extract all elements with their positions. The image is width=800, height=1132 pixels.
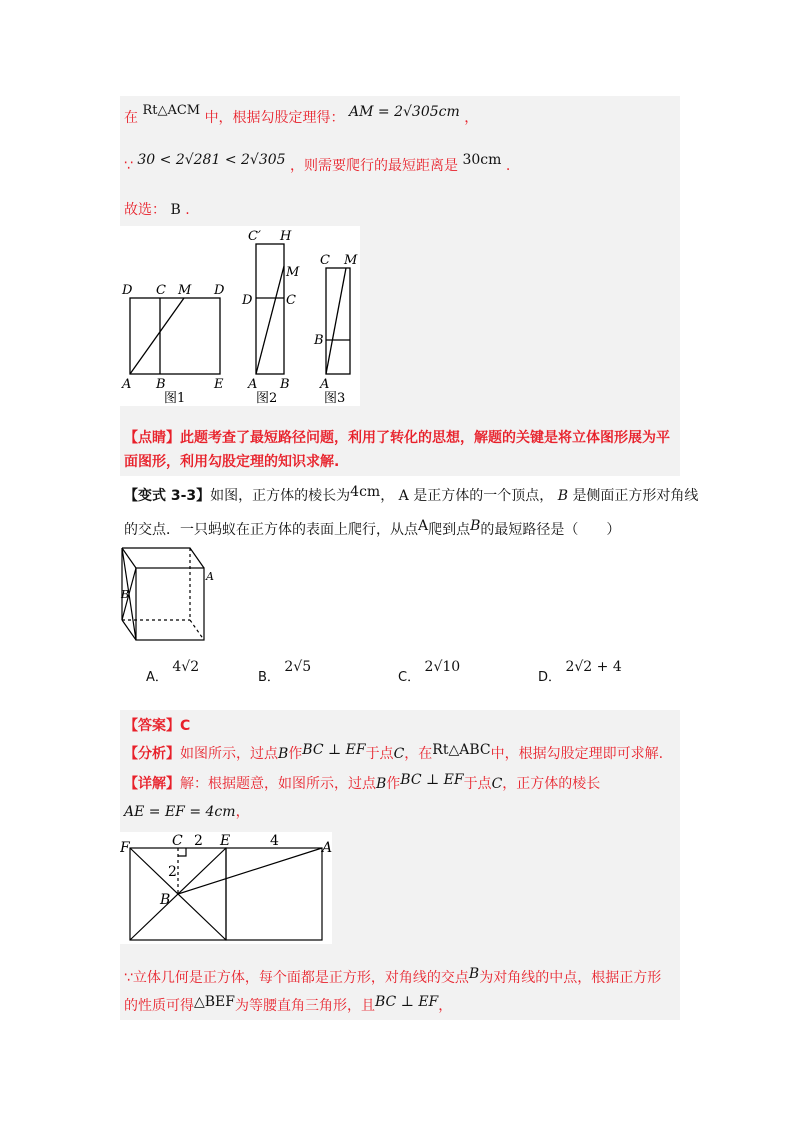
fig1-label-b: B	[156, 377, 166, 392]
comment-line-2: 面图形，利用勾股定理的知识求解.	[124, 454, 340, 470]
option-c[interactable]: C． 2√10	[398, 659, 461, 685]
faces-label-two-top: 2	[194, 833, 203, 849]
fig2-label-a: A	[248, 377, 258, 392]
selected-answer: B	[170, 202, 181, 218]
triangle-acm: Rt△ACM	[142, 103, 201, 118]
caption-fig2: 图2	[256, 391, 278, 406]
caption-fig1: 图1	[164, 391, 186, 406]
question-block	[120, 480, 699, 710]
reason-line-2: 的性质可得△BEF为等腰直角三角形，且BC ⊥ EF，	[124, 994, 453, 1014]
fig3-label-c: C	[320, 253, 330, 268]
unfolding-figure	[120, 226, 360, 406]
fig2-label-d: D	[242, 293, 253, 308]
inequality-expression: 30 < 2√281 < 2√305	[137, 152, 286, 168]
question-tag: 【变式 3-3】	[124, 488, 211, 504]
analysis-tag: 【分析】	[124, 746, 180, 762]
solution-continuation-block	[120, 96, 680, 476]
answer-line	[124, 716, 190, 736]
fig2-label-m: M	[286, 265, 300, 280]
fig1-label-m: M	[178, 283, 192, 298]
fig2-label-b: B	[280, 377, 290, 392]
fig2-label-h: H	[280, 229, 292, 244]
fig1-label-a: A	[122, 377, 132, 392]
cube-figure	[120, 546, 220, 646]
caption-fig3: 图3	[324, 391, 346, 406]
unfolded-faces-figure	[120, 832, 332, 944]
question-line-2: 的交点．一只蚂蚁在正方体的表面上爬行，从点A爬到点B的最短路径是（ ）	[124, 518, 621, 538]
comment-tag: 【点睛】	[124, 430, 180, 446]
edge-equation: AE = EF = 4cm	[124, 804, 236, 820]
comment-line-1: 【点睛】此题考查了最短路径问题，利用了转化的思想，解题的关键是将立体图形展为平	[124, 430, 670, 446]
cube-label-b: B	[121, 588, 130, 601]
answer-block	[120, 710, 680, 1020]
detail-tag: 【详解】	[124, 776, 180, 792]
text-line-1: 在 Rt△ACM 中，根据勾股定理得： AM = 2√305cm ，	[124, 103, 479, 126]
faces-label-b: B	[160, 892, 171, 908]
fig1-label-e: E	[214, 377, 224, 392]
answer-tag: 【答案】	[124, 718, 180, 734]
cube-label-a: A	[206, 570, 214, 583]
fig2-label-c: C	[286, 293, 296, 308]
fig3-label-m: M	[344, 253, 358, 268]
reason-line-1: ∵立体几何是正方体，每个面都是正方形，对角线的交点B为对角线的中点，根据正方形	[124, 966, 662, 986]
fig1-label-d-right: D	[214, 283, 225, 298]
faces-label-e: E	[220, 833, 231, 849]
edge-length: 4cm	[350, 484, 381, 500]
fig1-label-d-left: D	[122, 283, 133, 298]
fig2-label-c-prime: C′	[248, 229, 261, 244]
detail-line: 【详解】解：根据题意，如图所示，过点B作BC ⊥ EF于点C，正方体的棱长	[124, 772, 601, 792]
text-line-3: 故选： B .	[124, 202, 190, 218]
answer-value: C	[180, 718, 191, 734]
faces-label-f: F	[120, 840, 130, 856]
text-line-2: ∵ 30 < 2√281 < 2√305 ，则需要爬行的最短距离是 30cm .	[124, 152, 511, 174]
am-expression: AM = 2√305cm	[349, 104, 460, 120]
option-a[interactable]: A． 4√2	[146, 659, 200, 685]
detail-line-2: AE = EF = 4cm，	[124, 804, 250, 820]
faces-label-four: 4	[270, 833, 279, 849]
fig3-label-b: B	[314, 333, 324, 348]
analysis-line: 【分析】如图所示，过点B作BC ⊥ EF于点C，在Rt△ABC中，根据勾股定理即可求解.	[124, 742, 664, 762]
fig1-label-c: C	[156, 283, 166, 298]
faces-label-a: A	[322, 840, 332, 856]
question-line-1: 【变式 3-3】如图，正方体的棱长为4cm， A 是正方体的一个顶点， B 是侧面正方形对角线	[124, 484, 699, 504]
shortest-distance-value: 30cm	[462, 152, 502, 168]
fig3-label-a: A	[320, 377, 330, 392]
option-d[interactable]: D． 2√2 + 4	[538, 659, 622, 685]
faces-label-c: C	[172, 833, 183, 849]
option-b[interactable]: B． 2√5	[258, 659, 312, 685]
faces-label-two-side: 2	[168, 864, 177, 880]
